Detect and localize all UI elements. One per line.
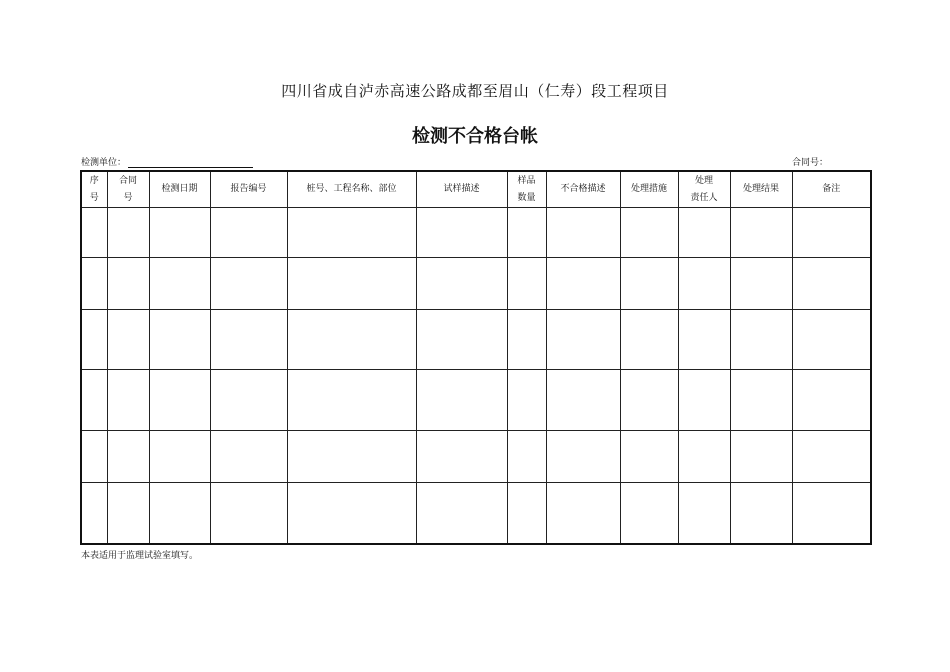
testing-unit-label: 检测单位： [81, 158, 127, 168]
table-cell [287, 483, 416, 544]
table-cell [210, 370, 287, 431]
table-cell [210, 258, 287, 310]
table-cell [792, 370, 871, 431]
table-cell [620, 431, 678, 483]
table-cell [620, 310, 678, 370]
table-cell [507, 483, 546, 544]
footnote: 本表适用于监理试验室填写。 [81, 551, 199, 561]
table-cell [149, 258, 210, 310]
table-cell [107, 258, 149, 310]
table-cell [149, 310, 210, 370]
table-row [81, 310, 871, 370]
table-cell [107, 483, 149, 544]
table-cell [678, 208, 730, 258]
table-cell [507, 310, 546, 370]
table-cell [730, 483, 792, 544]
table-cell [210, 483, 287, 544]
table-cell [107, 431, 149, 483]
table-cell [620, 208, 678, 258]
table-cell [792, 208, 871, 258]
project-title: 四川省成自泸赤高速公路成都至眉山（仁寿）段工程项目 [281, 82, 669, 100]
table-cell [546, 258, 620, 310]
table-cell [416, 370, 507, 431]
contract-number-label: 合同号： [792, 158, 829, 168]
table-header-row [81, 171, 871, 208]
table-row [81, 208, 871, 258]
table-cell [546, 208, 620, 258]
table-cell [149, 483, 210, 544]
table-cell [416, 483, 507, 544]
testing-unit-blank-line [128, 158, 253, 168]
table-cell [416, 310, 507, 370]
col-header-sample-description: 试样描述 [416, 171, 507, 208]
table-cell [678, 483, 730, 544]
table-cell [620, 483, 678, 544]
table-row [81, 258, 871, 310]
table-cell [81, 483, 107, 544]
table-row [81, 370, 871, 431]
table-cell [149, 431, 210, 483]
table-cell [546, 310, 620, 370]
col-header-serial: 序 号 [81, 171, 107, 208]
table-cell [416, 431, 507, 483]
table-cell [546, 483, 620, 544]
table-cell [210, 208, 287, 258]
table-cell [730, 208, 792, 258]
table-cell [792, 431, 871, 483]
col-header-remarks: 备注 [792, 171, 871, 208]
col-header-contract-no: 合同 号 [107, 171, 149, 208]
testing-unit-field [81, 155, 253, 168]
col-header-report-no: 报告编号 [210, 171, 287, 208]
table-cell [620, 370, 678, 431]
table-cell [678, 370, 730, 431]
table-cell [210, 431, 287, 483]
table-cell [620, 258, 678, 310]
table-cell [81, 431, 107, 483]
table-cell [730, 431, 792, 483]
table-cell [507, 208, 546, 258]
col-header-station-location: 桩号、工程名称、部位 [287, 171, 416, 208]
table-cell [546, 370, 620, 431]
nonconformity-ledger-table [80, 170, 872, 545]
table-row [81, 483, 871, 544]
table-row [81, 431, 871, 483]
col-header-responsible: 处理 责任人 [678, 171, 730, 208]
table-cell [287, 431, 416, 483]
table-cell [287, 310, 416, 370]
table-cell [507, 370, 546, 431]
table-cell [107, 208, 149, 258]
table-cell [507, 258, 546, 310]
table-cell [81, 370, 107, 431]
table-cell [730, 310, 792, 370]
table-cell [546, 431, 620, 483]
table-cell [416, 208, 507, 258]
table-body [81, 208, 871, 544]
table-cell [678, 310, 730, 370]
table-cell [81, 208, 107, 258]
table-cell [792, 483, 871, 544]
table-cell [287, 208, 416, 258]
col-header-sample-quantity: 样品 数量 [507, 171, 546, 208]
table-cell [210, 310, 287, 370]
col-header-nonconformity: 不合格描述 [546, 171, 620, 208]
table-cell [730, 258, 792, 310]
table-cell [81, 310, 107, 370]
table-cell [730, 370, 792, 431]
table-cell [149, 208, 210, 258]
table-cell [81, 258, 107, 310]
col-header-test-date: 检测日期 [149, 171, 210, 208]
table-cell [416, 258, 507, 310]
table-cell [507, 431, 546, 483]
table-cell [149, 370, 210, 431]
table-cell [107, 310, 149, 370]
table-cell [792, 258, 871, 310]
table-cell [107, 370, 149, 431]
table-cell [792, 310, 871, 370]
table-cell [287, 370, 416, 431]
table-cell [678, 431, 730, 483]
table-cell [287, 258, 416, 310]
col-header-measures: 处理措施 [620, 171, 678, 208]
table-cell [678, 258, 730, 310]
document-title: 检测不合格台帐 [412, 126, 538, 147]
col-header-result: 处理结果 [730, 171, 792, 208]
